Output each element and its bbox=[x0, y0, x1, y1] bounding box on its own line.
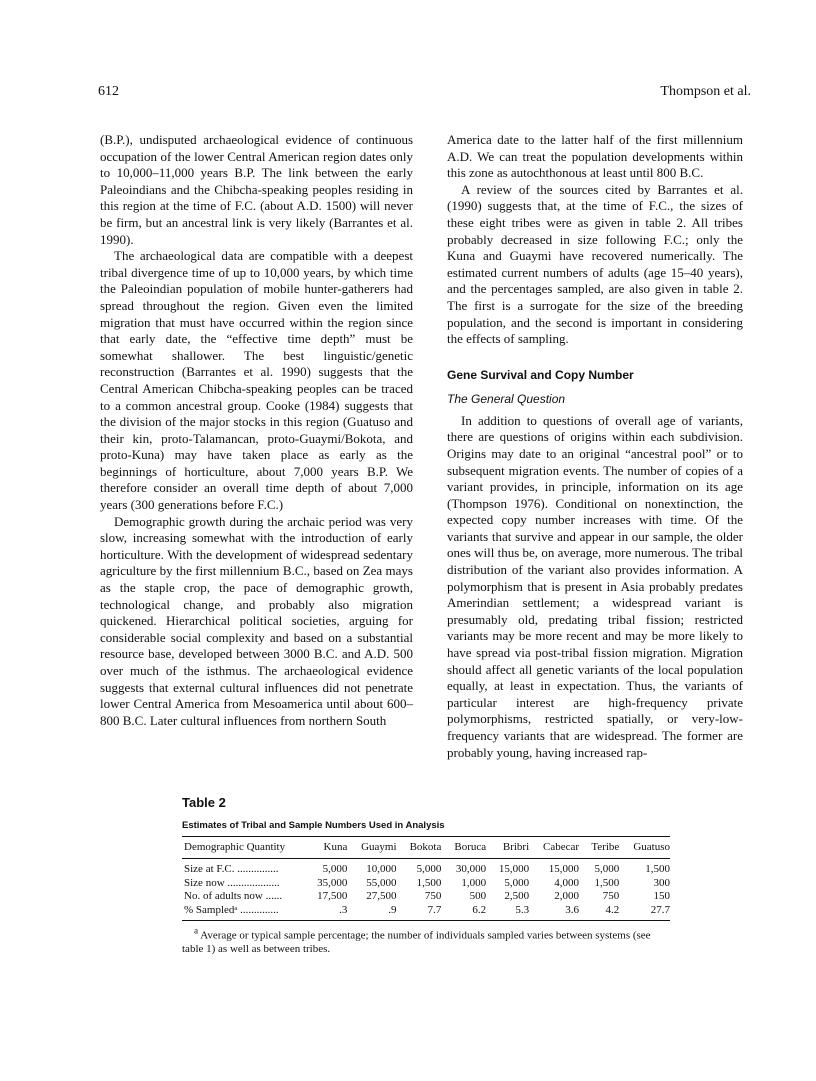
table-cell: 1,500 bbox=[594, 876, 620, 889]
column-header: Bokota bbox=[397, 837, 442, 859]
table-cell: 4.2 bbox=[605, 904, 620, 917]
table-cell: 750 bbox=[424, 890, 442, 903]
table-cell: 1,000 bbox=[461, 876, 487, 889]
paragraph: The archaeological data are compatible with a deepest tribal divergence time of up to 10,000 years, by which time the Paleoindian population of mobile hunter-gatherers had spread throughout the region. Given even the limited migration that must have occurred within the region since that early date, the “effective time depth” must be somewhat shallower. The best linguistic/genetic reconstruction (Barrantes et al. 1990) suggests that the Central American Chibcha-speaking peoples can be traced to a common ancestral group. Cooke (1984) suggests that the division of the major stocks in this region (Guatuso and their kin, proto-Talamancan, proto-Guaymi/Bokota, and proto-Kuna) may have taken place as early as the beginnings of horticulture, about 7,000 years B.P. We therefore consider an overall time depth of about 7,000 years (300 generations before F.C.) bbox=[100, 248, 413, 513]
table-cell: 27,500 bbox=[366, 890, 397, 903]
table-cell: 5,000 bbox=[322, 863, 348, 875]
running-head: Thompson et al. bbox=[660, 84, 751, 99]
footnote-text: Average or typical sample percentage; the number of individuals sampled varies between systems (see table 1) as well as between tribes. bbox=[182, 929, 651, 955]
table-cell: 2,000 bbox=[554, 890, 580, 903]
subsection-heading: The General Question bbox=[447, 391, 566, 406]
table-cell: 3.6 bbox=[565, 904, 580, 917]
table-label: Table 2 bbox=[182, 795, 226, 810]
paragraph: Demographic growth during the archaic period was very slow, increasing somewhat with the introduction of early horticulture. With the development of widespread sedentary agriculture by the first millennium B.C., based on Zea mays as the staple crop, the pace of demographic growth, technological change, and probably also migration quickened. Hierarchical political societies, arguing for considerable social complexity and based on a substantial resource base, developed between 3000 B.C. and A.D. 500 over much of the isthmus. The archaeological evidence suggests that external cultural influences did not penetrate lower Central America from Mesoamerica until about 600–800 B.C. Later cultural influences from northern South bbox=[100, 513, 413, 728]
table-cell: 10,000 bbox=[366, 863, 397, 875]
table-cell: 750 bbox=[602, 890, 620, 903]
table-cell: 7.7 bbox=[427, 904, 442, 917]
table-cell: 5,000 bbox=[504, 876, 530, 889]
row-label: Size at F.C. ............... bbox=[184, 863, 279, 875]
section-heading: Gene Survival and Copy Number bbox=[447, 367, 634, 382]
column-header: Guaymi bbox=[347, 837, 396, 859]
paragraph: A review of the sources cited by Barrantes et al. (1990) suggests that, at the time of F.C., the sizes of these eight tribes were as given in table 2. All tribes probably decreased in size following F.C.; only the Kuna and Guaymi have recovered numerically. The estimated current numbers of adults (age 15–40 years), and the percentages sampled, are also given in table 2. The first is a surrogate for the size of the breeding population, and the second is important in considering the effects of sampling. bbox=[447, 181, 743, 347]
left-column bbox=[100, 132, 413, 729]
table-cell: 5.3 bbox=[515, 904, 530, 917]
column-header: Boruca bbox=[441, 837, 486, 859]
row-label: Size now ................... bbox=[184, 876, 280, 889]
table-cell: 2,500 bbox=[504, 890, 530, 903]
table-cell: 17,500 bbox=[317, 890, 348, 903]
table-row bbox=[182, 859, 670, 877]
table-cell: 55,000 bbox=[366, 876, 397, 889]
right-column bbox=[447, 132, 743, 761]
page-number: 612 bbox=[98, 84, 119, 99]
table-cell: 1,500 bbox=[416, 876, 442, 889]
table-cell: 15,000 bbox=[498, 863, 530, 875]
row-label: % Sampledᵃ .............. bbox=[184, 904, 279, 917]
table-cell: 1,500 bbox=[645, 863, 670, 875]
table-row bbox=[182, 904, 670, 920]
table-footnote bbox=[182, 925, 670, 957]
table-cell: 35,000 bbox=[317, 876, 348, 889]
table-cell: .9 bbox=[388, 904, 397, 917]
table-cell: 300 bbox=[653, 876, 670, 889]
row-label: No. of adults now ...... bbox=[184, 890, 283, 903]
footnote-mark: a bbox=[194, 925, 199, 936]
table-2 bbox=[182, 795, 670, 956]
table-row bbox=[182, 890, 670, 904]
table-cell: 15,000 bbox=[548, 863, 580, 875]
column-header: Teribe bbox=[579, 837, 619, 859]
table-body bbox=[182, 859, 670, 921]
table-cell: 500 bbox=[469, 890, 487, 903]
table-cell: 150 bbox=[653, 890, 670, 903]
table-header-row bbox=[182, 837, 670, 859]
table-cell: 5,000 bbox=[594, 863, 620, 875]
column-header: Bribri bbox=[486, 837, 529, 859]
data-table bbox=[182, 836, 670, 921]
column-header: Demographic Quantity bbox=[182, 837, 304, 859]
column-header: Guatuso bbox=[619, 837, 670, 859]
table-cell: 5,000 bbox=[416, 863, 442, 875]
table-cell: 30,000 bbox=[455, 863, 487, 875]
paragraph: America date to the latter half of the first millennium A.D. We can treat the population developments within this zone as autochthonous at least until 800 B.C. bbox=[447, 132, 743, 181]
column-header: Cabecar bbox=[529, 837, 579, 859]
table-cell: 27.7 bbox=[650, 904, 670, 917]
table-cell: 4,000 bbox=[554, 876, 580, 889]
column-header: Kuna bbox=[304, 837, 347, 859]
paragraph: In addition to questions of overall age of variants, there are questions of origins within each subdivision. Origins may date to an original “ancestral pool” or to subsequent migration events. The number of copies of a variant provides, in principle, information on its age (Thompson 1976). Conditional on nonextinction, the expected copy number increases with time. Of the variants that survive and appear in our sample, the older ones will thus be, on average, more numerous. The tribal distribution of the variant also provides information. A polymorphism that is present in Asia probably predates Amerindian settlement; a widespread variant is presumably old, predating tribal fission; restricted variants may be more recent and may be more likely to have spread via post-tribal fission migration. Migration should affect all genetic variants of the local population equally, at least in expectation. Thus, the variants of particular interest are high-frequency private polymorphisms, restricted spatially, or very-low-frequency variants that are widespread. The former are probably young, having increased rap- bbox=[447, 412, 743, 760]
table-caption: Estimates of Tribal and Sample Numbers Used in Analysis bbox=[182, 820, 445, 831]
paragraph: (B.P.), undisputed archaeological evidence of continuous occupation of the lower Central American region dates only to 10,000–11,000 years B.P. The link between the early Paleoindians and the Chibcha-speaking peoples residing in this region at the time of F.C. (about A.D. 1500) will never be firm, but an ancestral link is very likely (Barrantes et al. 1990). bbox=[100, 132, 413, 247]
table-cell: 6.2 bbox=[472, 904, 487, 917]
table-cell: .3 bbox=[339, 904, 348, 917]
table-row bbox=[182, 877, 670, 891]
